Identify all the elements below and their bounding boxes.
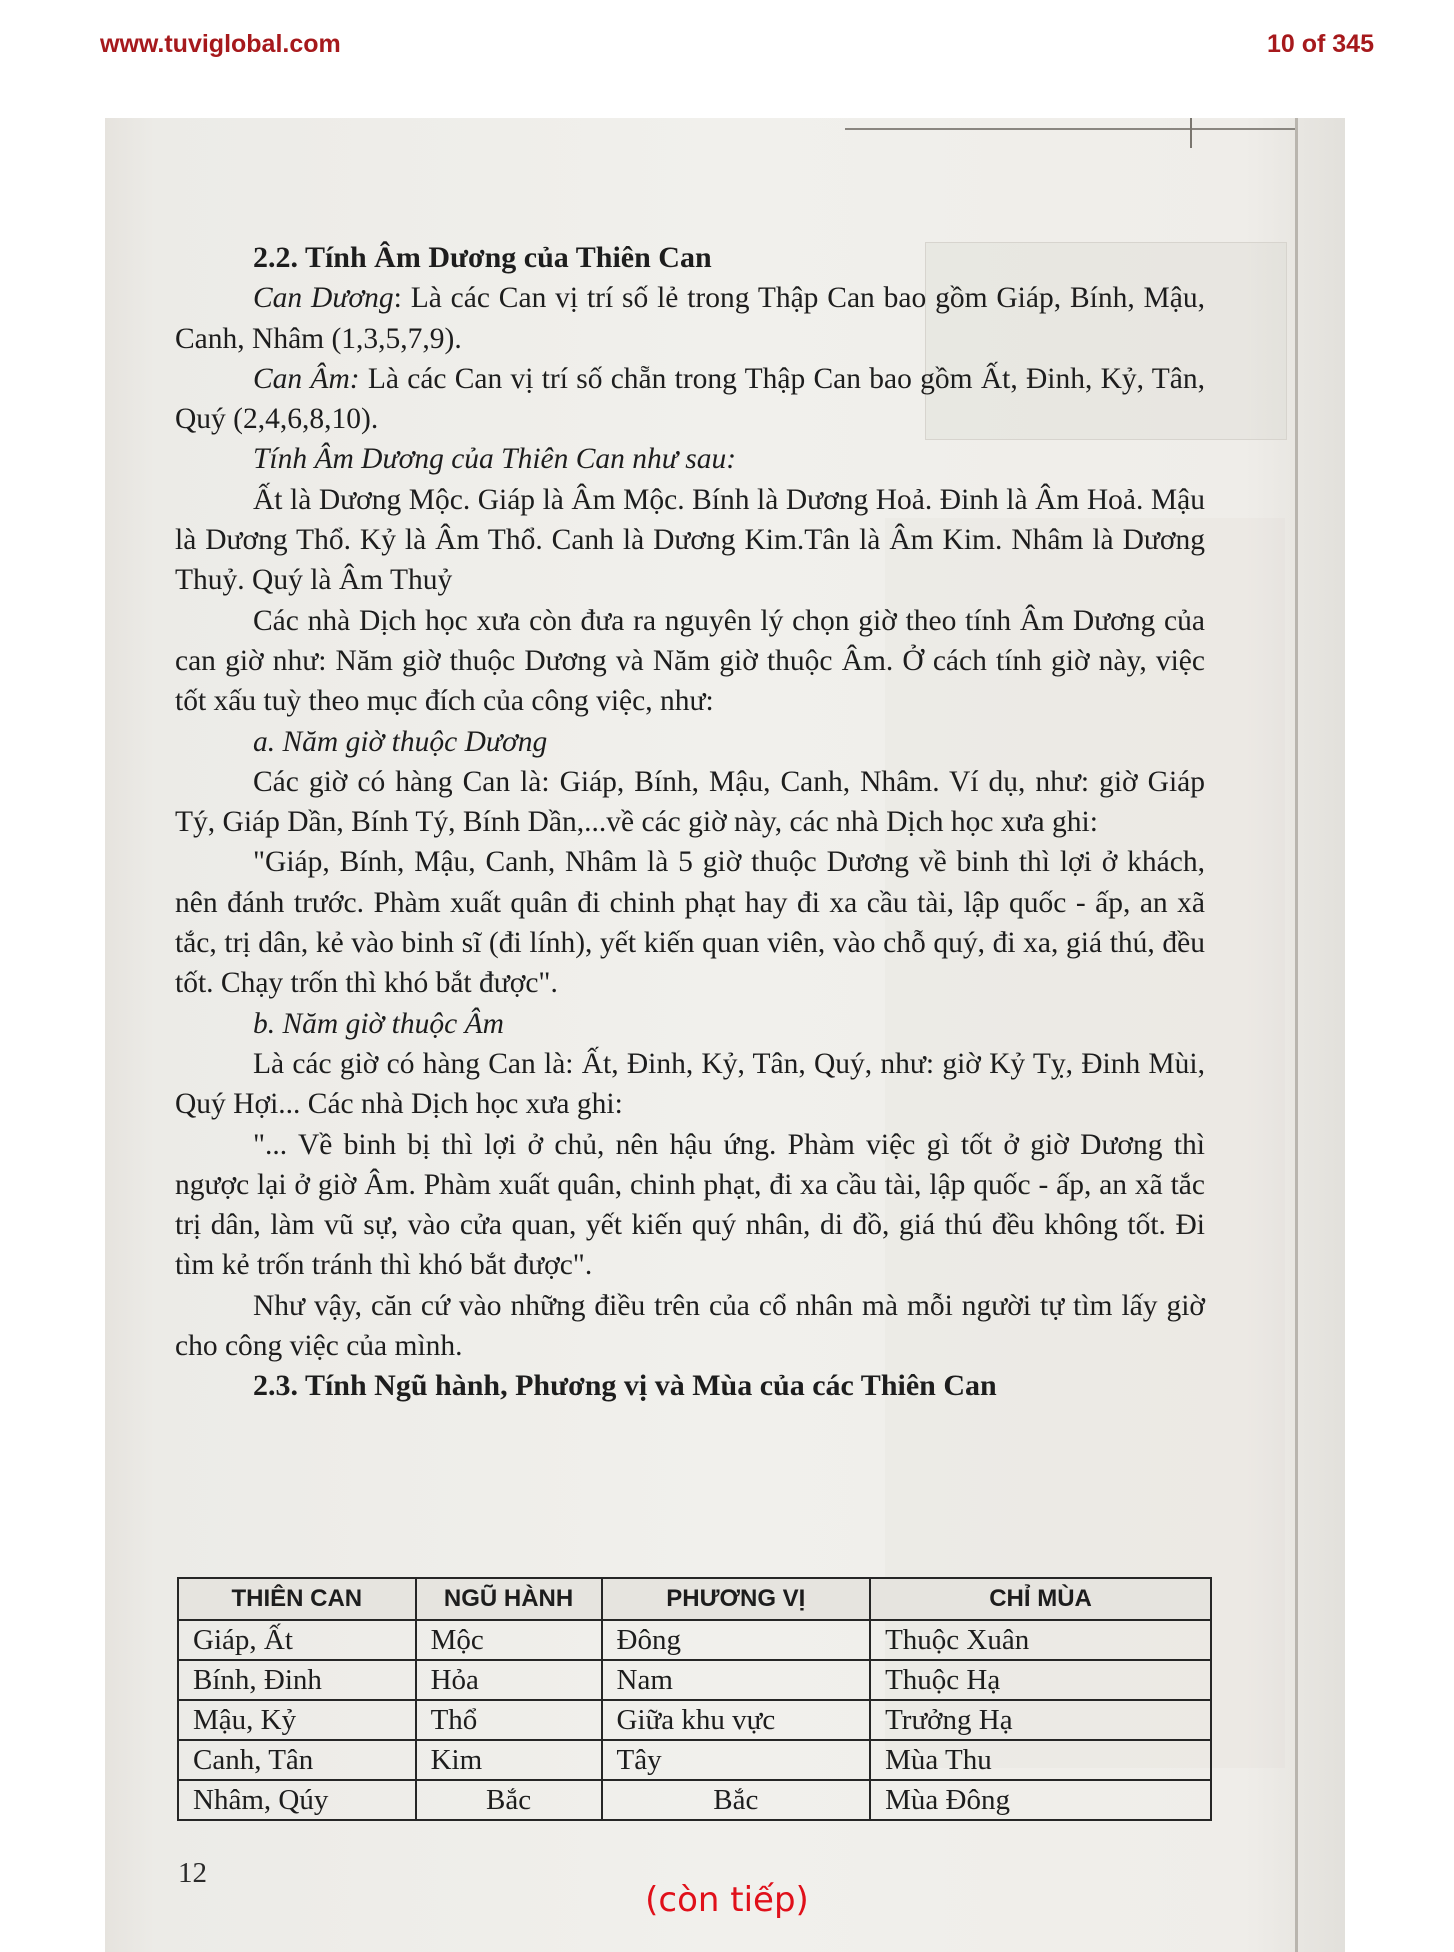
table-cell: Hỏa (416, 1660, 602, 1700)
table-row (178, 1700, 1211, 1740)
table-cell: Mùa Đông (870, 1780, 1211, 1820)
paragraph-intro-list (175, 439, 1205, 479)
table-cell: Bính, Đinh (178, 1660, 416, 1700)
text-can-duong: : Là các Can vị trí số lẻ trong Thập Can bao gồm Giáp, Bính, Mậu, Canh, Nhâm (1,3,5,7,9). (175, 282, 1205, 355)
continued-note: (còn tiếp) (645, 1880, 809, 1920)
table-cell: Thuộc Hạ (870, 1660, 1211, 1700)
paragraph-principle: Các nhà Dịch học xưa còn đưa ra nguyên lý chọn giờ theo tính Âm Dương của can giờ như: Năm giờ thuộc Dương và Năm giờ thuộc Âm. Ở cách tính giờ này, việc tốt xấu tuỳ theo mục đích của công việc, như: (175, 604, 1205, 718)
table-cell: Giữa khu vực (602, 1700, 871, 1740)
table-cell: Bắc (602, 1780, 871, 1820)
paragraph-conclusion: Như vậy, căn cứ vào những điều trên của cổ nhân mà mỗi người tự tìm lấy giờ cho công việc của mình. (175, 1289, 1205, 1363)
column-header: CHỈ MÙA (870, 1578, 1211, 1620)
paragraph-elements: Ất là Dương Mộc. Giáp là Âm Mộc. Bính là Dương Hoả. Đinh là Âm Hoả. Mậu là Dương Thổ. Kỷ là Âm Thổ. Canh là Dương Kim.Tân là Âm Kim. Nhâm là Dương Thuỷ. Quý là Âm Thuỷ (175, 483, 1205, 597)
table-cell: Nhâm, Qúy (178, 1780, 416, 1820)
table-cell: Đông (602, 1620, 871, 1660)
table-row (178, 1780, 1211, 1820)
table-row (178, 1740, 1211, 1780)
table-row (178, 1620, 1211, 1660)
page-number: 12 (178, 1857, 207, 1889)
table-cell: Nam (602, 1660, 871, 1700)
page-fold (1295, 118, 1298, 1952)
subheading-a: a. Năm giờ thuộc Dương (253, 725, 548, 758)
page-edge-line (845, 128, 1295, 130)
table-cell: Thuộc Xuân (870, 1620, 1211, 1660)
thien-can-table (177, 1577, 1212, 1821)
term-can-am: Can Âm: (253, 362, 360, 395)
table-cell: Kim (416, 1740, 602, 1780)
site-url-link[interactable]: www.tuviglobal.com (100, 30, 341, 58)
paragraph-duong-hours: Các giờ có hàng Can là: Giáp, Bính, Mậu, Canh, Nhâm. Ví dụ, như: giờ Giáp Tý, Giáp Dần, Bính Tý, Bính Dần,...về các giờ này, các nhà Dịch học xưa ghi: (175, 765, 1205, 839)
term-can-duong: Can Dương (253, 282, 394, 315)
column-header: NGŨ HÀNH (416, 1578, 602, 1620)
table-cell: Mùa Thu (870, 1740, 1211, 1780)
table-cell: Bắc (416, 1780, 602, 1820)
table-cell: Trưởng Hạ (870, 1700, 1211, 1740)
page-counter: 10 of 345 (1266, 30, 1374, 58)
column-header: THIÊN CAN (178, 1578, 416, 1620)
text-can-am: Là các Can vị trí số chẵn trong Thập Can bao gồm Ất, Đinh, Kỷ, Tân, Quý (2,4,6,8,10). (175, 362, 1205, 436)
quote-am: "... Về binh bị thì lợi ở chủ, nên hậu ứng. Phàm việc gì tốt ở giờ Dương thì ngược lại ở giờ Âm. Phàm xuất quân, chinh phạt, đi xa cầu tài, lập quốc - ấp, an xã tắc trị dân, làm vũ sự, vào cửa quan, yết kiến quý nhân, di đồ, giá thú đều không tốt. Đi tìm kẻ trốn tránh thì khó bắt được". (175, 1128, 1205, 1282)
table-cell: Tây (602, 1740, 871, 1780)
subheading-b: b. Năm giờ thuộc Âm (253, 1007, 504, 1040)
quote-duong: "Giáp, Bính, Mậu, Canh, Nhâm là 5 giờ thuộc Dương về binh thì lợi ở khách, nên đánh trước. Phàm xuất quân đi chinh phạt hay đi xa cầu tài, lập quốc - ấp, an xã tắc, trị dân, kẻ vào binh sĩ (đi lính), yết kiến quan viên, vào chỗ quý, đi xa, giá thú, đều tốt. Chạy trốn thì khó bắt được". (175, 846, 1205, 1000)
table-cell: Thổ (416, 1700, 602, 1740)
table-row (178, 1660, 1211, 1700)
table-cell: Giáp, Ất (178, 1620, 416, 1660)
page-edge-tick (1190, 118, 1192, 148)
table-cell: Mộc (416, 1620, 602, 1660)
page-header (100, 30, 1374, 70)
table-header-row (178, 1578, 1211, 1620)
section-heading-2-3: 2.3. Tính Ngũ hành, Phương vị và Mùa của các Thiên Can (253, 1369, 997, 1403)
paragraph-can-duong (175, 278, 1205, 359)
document-body (175, 238, 1205, 1407)
column-header: PHƯƠNG VỊ (602, 1578, 871, 1620)
intro-list-text: Tính Âm Dương của Thiên Can như sau: (253, 443, 737, 476)
table-cell: Canh, Tân (178, 1740, 416, 1780)
paragraph-can-am (175, 359, 1205, 440)
table-cell: Mậu, Kỷ (178, 1700, 416, 1740)
paragraph-am-hours: Là các giờ có hàng Can là: Ất, Đinh, Kỷ, Tân, Quý, như: giờ Kỷ Tỵ, Đinh Mùi, Quý Hợi... Các nhà Dịch học xưa ghi: (175, 1047, 1205, 1121)
section-heading-2-2: 2.2. Tính Âm Dương của Thiên Can (253, 241, 712, 274)
